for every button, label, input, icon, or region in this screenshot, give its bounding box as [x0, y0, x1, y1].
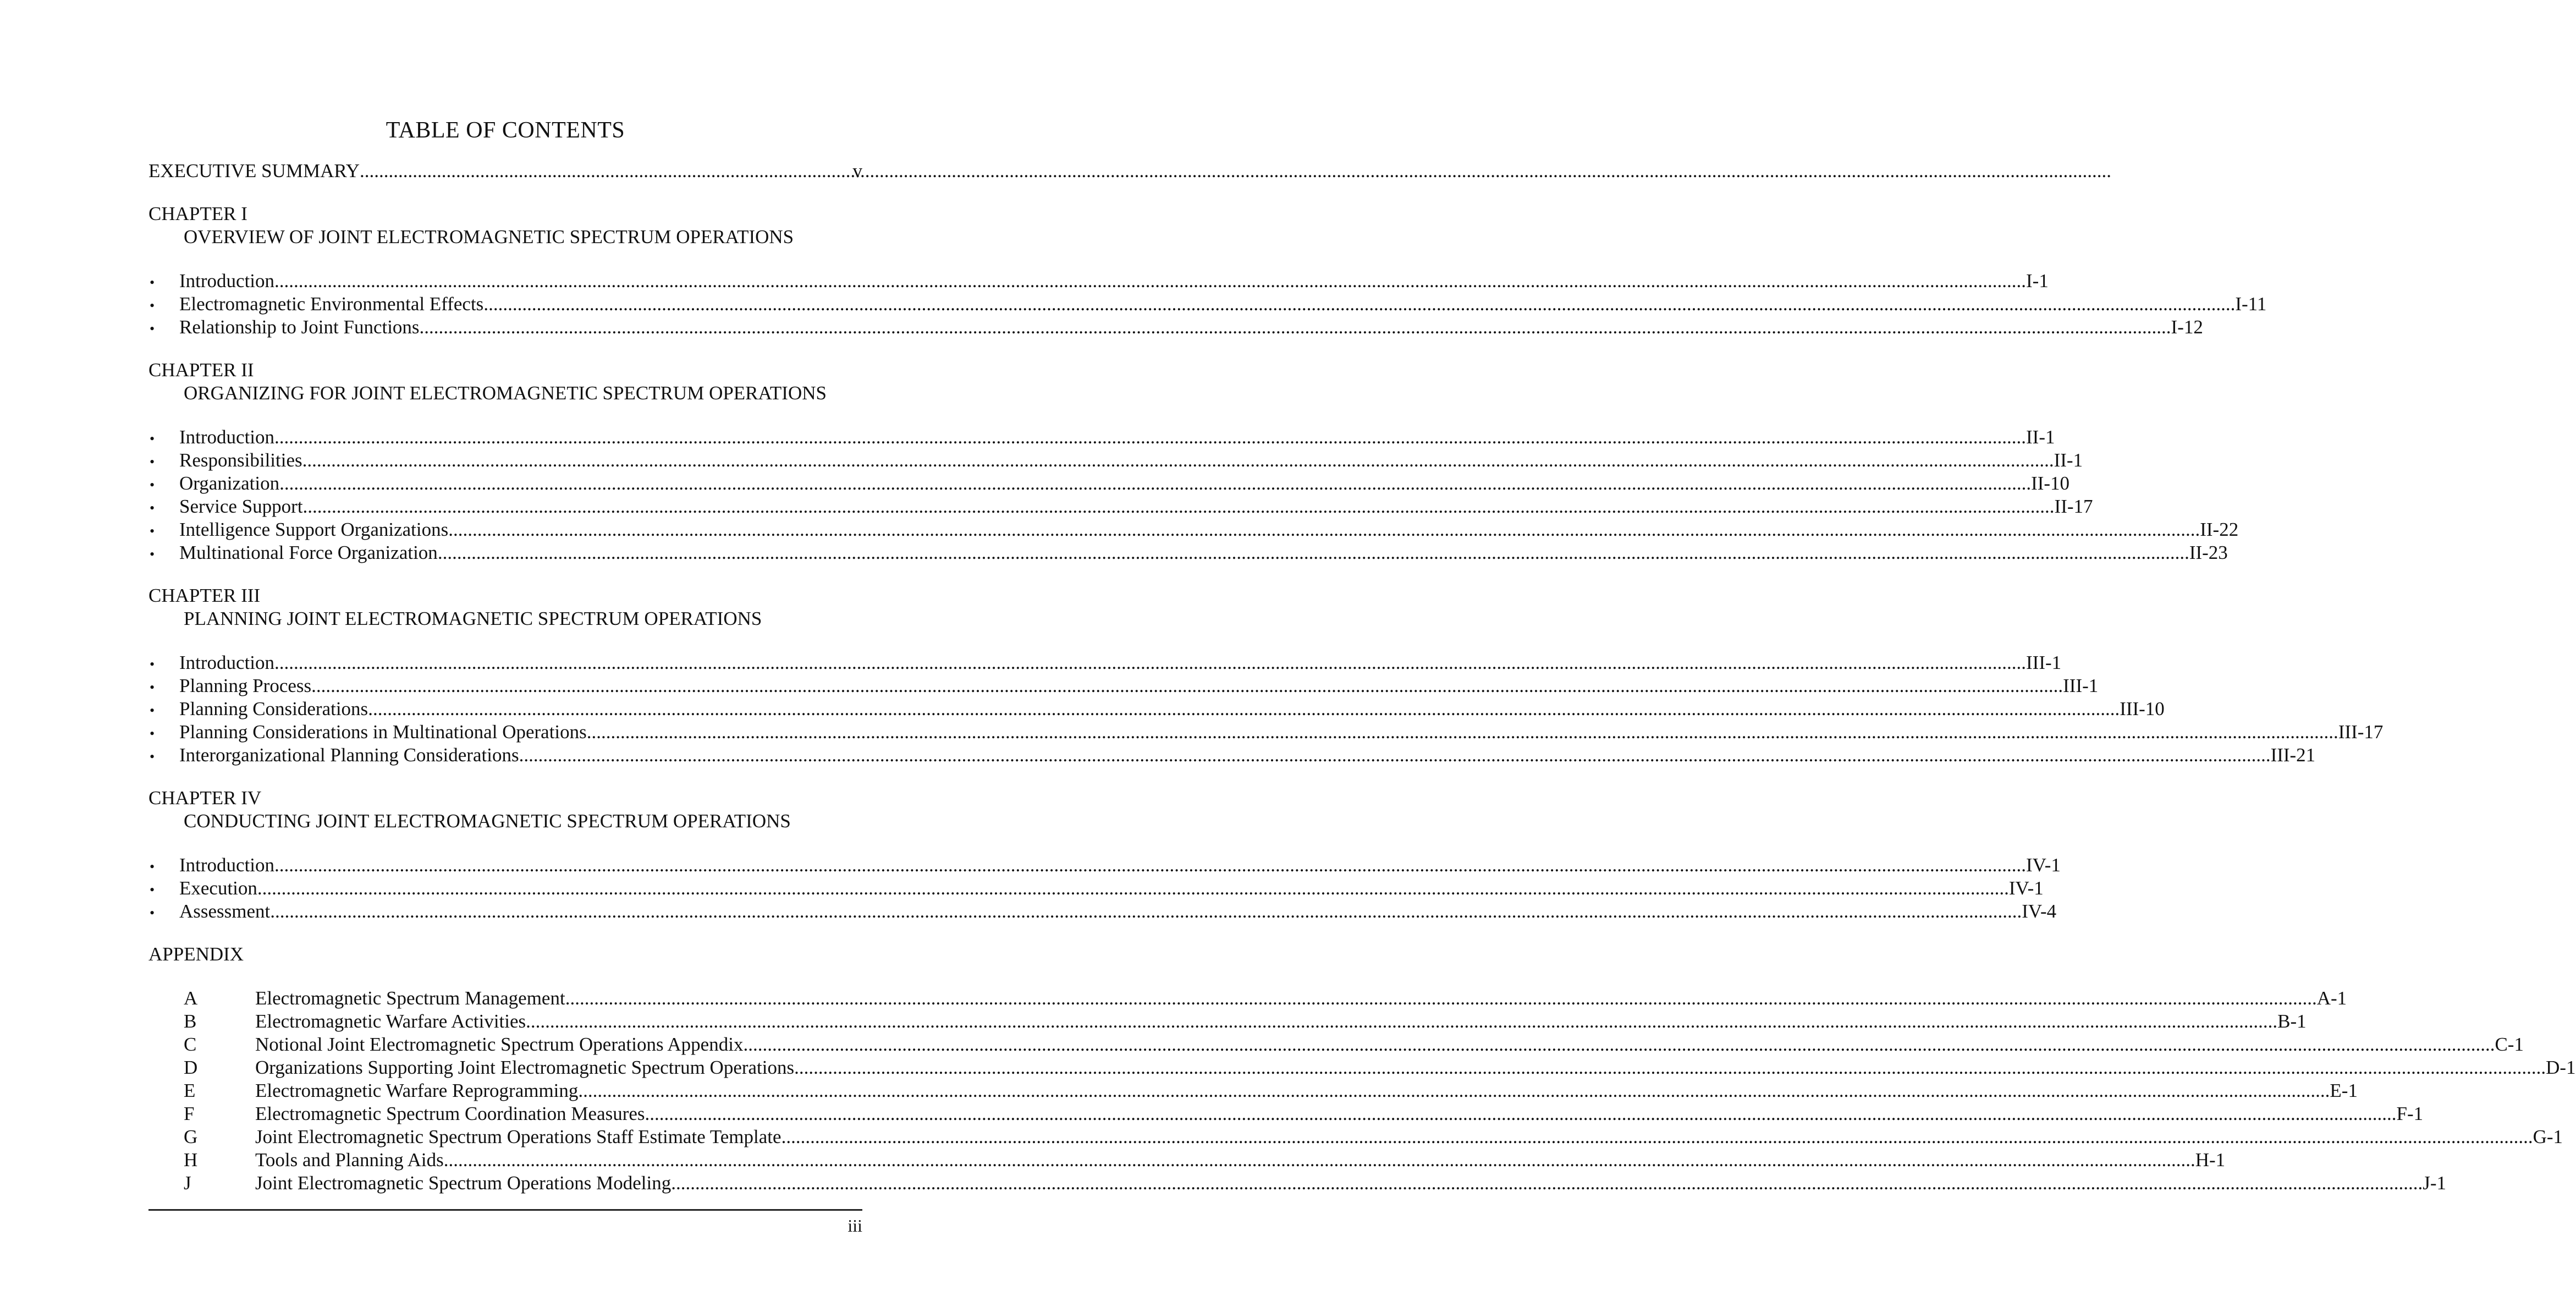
list-item[interactable] [148, 426, 2055, 449]
dot-leader [578, 1079, 2330, 1102]
dot-leader [587, 721, 2338, 744]
chapter-section-2 [148, 359, 2239, 564]
toc-entry-label: Planning Process [179, 675, 312, 696]
toc-entry-page: II-23 [2189, 542, 2228, 563]
bullet-icon: • [150, 679, 155, 695]
list-item[interactable] [148, 541, 2228, 564]
appendix-label: APPENDIX [148, 943, 244, 965]
appendix-item-f[interactable] [148, 1102, 2424, 1125]
list-item[interactable] [148, 270, 2049, 293]
dot-leader [781, 1125, 2533, 1149]
chapter-entry-list [148, 854, 2061, 923]
appendix-item-h[interactable] [148, 1149, 2226, 1172]
list-item[interactable] [148, 854, 2061, 877]
toc-entry [179, 495, 2093, 518]
toc-entry-page: III-17 [2338, 721, 2384, 743]
toc-entry [179, 721, 2383, 744]
toc-entry-page: I-12 [2171, 316, 2203, 338]
list-item[interactable] [148, 900, 2057, 923]
toc-entry-label: Introduction [179, 854, 275, 876]
appendix-letter: J [184, 1172, 191, 1194]
toc-entry [179, 449, 2083, 472]
bullet-icon: • [150, 298, 155, 314]
toc-entry-label: Planning Considerations [179, 698, 368, 720]
toc-entry-page: II-22 [2200, 519, 2239, 540]
toc-entry [179, 541, 2228, 564]
bullet-icon: • [150, 546, 155, 562]
toc-entry-label: Introduction [179, 426, 275, 448]
list-item[interactable] [148, 293, 2267, 316]
chapter-label: CHAPTER IV [148, 787, 262, 809]
toc-entry [179, 674, 2098, 698]
list-item[interactable] [148, 495, 2093, 518]
bullet-icon: • [150, 431, 155, 447]
page-number: iii [847, 1216, 862, 1235]
toc-entry-label: Joint Electromagnetic Spectrum Operations Modeling [255, 1172, 671, 1194]
dot-leader [360, 160, 852, 183]
toc-entry [255, 1102, 2423, 1125]
toc-entry [255, 1125, 2563, 1149]
list-item[interactable] [148, 721, 2384, 744]
dot-leader [645, 1102, 2397, 1125]
toc-entry-label: Responsibilities [179, 449, 302, 471]
dot-leader [519, 744, 2271, 767]
chapter-title: CONDUCTING JOINT ELECTROMAGNETIC SPECTRUM OPERATIONS [184, 810, 791, 832]
toc-entry-label: Introduction [179, 652, 275, 673]
bullet-icon: • [150, 274, 155, 290]
toc-entry-label: Electromagnetic Spectrum Management [255, 987, 565, 1009]
toc-entry [179, 900, 2056, 923]
chapter-section-4 [148, 787, 2061, 923]
toc-entry-label: Joint Electromagnetic Spectrum Operations Staff Estimate Template [255, 1126, 781, 1147]
bullet-icon: • [150, 523, 155, 539]
list-item[interactable] [148, 651, 2062, 674]
toc-entry-page: III-1 [2026, 652, 2062, 673]
toc-entry-label: Electromagnetic Warfare Reprogramming [255, 1080, 579, 1101]
appendix-item-a[interactable] [148, 987, 2347, 1010]
toc-entry-label: Execution [179, 877, 257, 899]
toc-entry-label: Assessment [179, 900, 271, 922]
toc-entry-page: C-1 [2495, 1034, 2524, 1055]
toc-content [148, 117, 2576, 1195]
bullet-icon: • [150, 500, 155, 516]
toc-entry-label: Intelligence Support Organizations [179, 519, 449, 540]
dot-leader [526, 1010, 2277, 1033]
appendix-item-j[interactable] [148, 1172, 2446, 1195]
dot-leader [483, 293, 2235, 316]
toc-entry-label: Planning Considerations in Multinational Operations [179, 721, 587, 743]
toc-entry-executive-summary[interactable] [148, 160, 862, 183]
list-item[interactable] [148, 316, 2203, 339]
bullet-icon: • [150, 656, 155, 672]
chapter-entry-list [148, 651, 2384, 767]
appendix-item-d[interactable] [148, 1056, 2576, 1079]
appendix-letter: G [184, 1126, 198, 1147]
footer-divider [148, 1209, 862, 1211]
appendix-letter: E [184, 1080, 196, 1101]
dot-leader [274, 651, 2026, 674]
appendix-letter: B [184, 1011, 197, 1032]
list-item[interactable] [148, 698, 2165, 721]
list-item[interactable] [148, 518, 2239, 541]
bullet-icon: • [150, 882, 155, 898]
page-title: TABLE OF CONTENTS [386, 118, 625, 143]
dot-leader [311, 674, 2063, 698]
toc-entry-label: Introduction [179, 270, 275, 292]
dot-leader [794, 1056, 2546, 1079]
appendix-item-e[interactable] [148, 1079, 2358, 1102]
dot-leader [671, 1172, 2423, 1195]
dot-leader [565, 987, 2317, 1010]
toc-entry [255, 1149, 2225, 1172]
toc-entry-page: II-1 [2054, 449, 2083, 471]
toc-entry-page: II-10 [2031, 473, 2070, 494]
dot-leader [279, 472, 2031, 495]
bullet-icon: • [150, 905, 155, 921]
dot-leader [274, 270, 2026, 293]
toc-entry-page: D-1 [2546, 1057, 2576, 1078]
toc-entry-label: Service Support [179, 496, 303, 517]
toc-entry [179, 518, 2238, 541]
toc-entry [255, 1079, 2358, 1102]
dot-leader [302, 449, 2054, 472]
toc-entry [179, 877, 2044, 900]
toc-entry [179, 744, 2315, 767]
list-item[interactable] [148, 744, 2316, 767]
bullet-icon: • [150, 859, 155, 875]
dot-leader [743, 1033, 2495, 1056]
toc-entry-page: I-1 [2026, 270, 2049, 292]
toc-entry [179, 854, 2061, 877]
list-item[interactable] [148, 877, 2044, 900]
dot-leader [368, 698, 2120, 721]
dot-leader [270, 900, 2022, 923]
chapter-section-3 [148, 584, 2384, 767]
toc-entry-page: I-11 [2235, 293, 2267, 315]
chapter-label: CHAPTER I [148, 203, 247, 224]
toc-entry-label: Electromagnetic Warfare Activities [255, 1011, 526, 1032]
appendix-item-g[interactable] [148, 1125, 2563, 1149]
appendix-item-b[interactable] [148, 1010, 2307, 1033]
toc-entry-page: A-1 [2316, 987, 2347, 1009]
toc-entry-label: Tools and Planning Aids [255, 1149, 444, 1171]
toc-entry-page: E-1 [2330, 1080, 2358, 1101]
toc-entry [179, 698, 2165, 721]
list-item[interactable] [148, 674, 2099, 698]
toc-entry-label: Organization [179, 473, 280, 494]
toc-entry [255, 987, 2347, 1010]
toc-entry [255, 1033, 2524, 1056]
chapter-entry-list [148, 270, 2267, 339]
toc-entry [179, 270, 2049, 293]
toc-entry-page: III-1 [2063, 675, 2099, 696]
chapter-title: OVERVIEW OF JOINT ELECTROMAGNETIC SPECTRUM OPERATIONS [184, 226, 794, 248]
toc-entry-page: IV-4 [2022, 900, 2057, 922]
list-item[interactable] [148, 449, 2083, 472]
toc-entry [179, 472, 2069, 495]
toc-entry-page: IV-1 [2026, 854, 2061, 876]
toc-entry [179, 316, 2203, 339]
appendix-item-c[interactable] [148, 1033, 2524, 1056]
toc-entry-page: II-1 [2026, 426, 2055, 448]
bullet-icon: • [150, 321, 155, 337]
list-item[interactable] [148, 472, 2070, 495]
appendix-letter: H [184, 1149, 198, 1171]
bullet-icon: • [150, 702, 155, 718]
bullet-icon: • [150, 726, 155, 742]
dot-leader [274, 854, 2026, 877]
chapter-entry-list [148, 426, 2239, 564]
toc-entry-page: H-1 [2195, 1149, 2226, 1171]
toc-entry-page: II-17 [2054, 496, 2093, 517]
dot-leader [274, 426, 2026, 449]
appendix-letter: F [184, 1103, 195, 1124]
toc-entry-page: III-10 [2120, 698, 2165, 720]
toc-entry-page: F-1 [2396, 1103, 2424, 1124]
toc-entry-label: Interorganizational Planning Considerations [179, 744, 519, 766]
bullet-icon: • [150, 477, 155, 493]
dot-leader [438, 541, 2189, 564]
toc-entry [179, 651, 2061, 674]
toc-entry-page: J-1 [2423, 1172, 2446, 1194]
toc-entry-label: Relationship to Joint Functions [179, 316, 420, 338]
dot-leader [420, 316, 2171, 339]
appendix-section [148, 943, 2576, 1195]
toc-entry [255, 1172, 2446, 1195]
toc-entry [179, 426, 2055, 449]
appendix-letter: C [184, 1034, 197, 1055]
appendix-letter: A [184, 987, 198, 1009]
toc-entry [255, 1010, 2307, 1033]
bullet-icon: • [150, 454, 155, 470]
toc-entry-label: Electromagnetic Spectrum Coordination Measures [255, 1103, 645, 1124]
dot-leader [448, 518, 2200, 541]
toc-entry-label: Electromagnetic Environmental Effects [179, 293, 484, 315]
bullet-icon: • [150, 749, 155, 765]
chapter-label: CHAPTER III [148, 585, 261, 606]
chapter-title: ORGANIZING FOR JOINT ELECTROMAGNETIC SPECTRUM OPERATIONS [184, 382, 827, 404]
appendix-letter: D [184, 1057, 198, 1078]
dot-leader [257, 877, 2009, 900]
dot-leader [444, 1149, 2195, 1172]
toc-entry-page: III-21 [2270, 744, 2316, 766]
toc-entry-page: B-1 [2277, 1011, 2307, 1032]
chapter-label: CHAPTER II [148, 359, 254, 381]
toc-entry-label: Organizations Supporting Joint Electromagnetic Spectrum Operations [255, 1057, 795, 1078]
toc-entry-page: v [852, 160, 862, 182]
dot-leader [303, 495, 2055, 518]
toc-entry-label: Notional Joint Electromagnetic Spectrum Operations Appendix [255, 1034, 744, 1055]
toc-entry-page: G-1 [2533, 1126, 2563, 1147]
toc-entry-label: Multinational Force Organization [179, 542, 438, 563]
chapter-section-1 [148, 202, 2267, 339]
chapter-title: PLANNING JOINT ELECTROMAGNETIC SPECTRUM OPERATIONS [184, 608, 762, 629]
toc-entry [179, 293, 2266, 316]
toc-entry-label: EXECUTIVE SUMMARY [148, 160, 360, 182]
toc-entry [255, 1056, 2576, 1079]
toc-entry-page: IV-1 [2008, 877, 2044, 899]
